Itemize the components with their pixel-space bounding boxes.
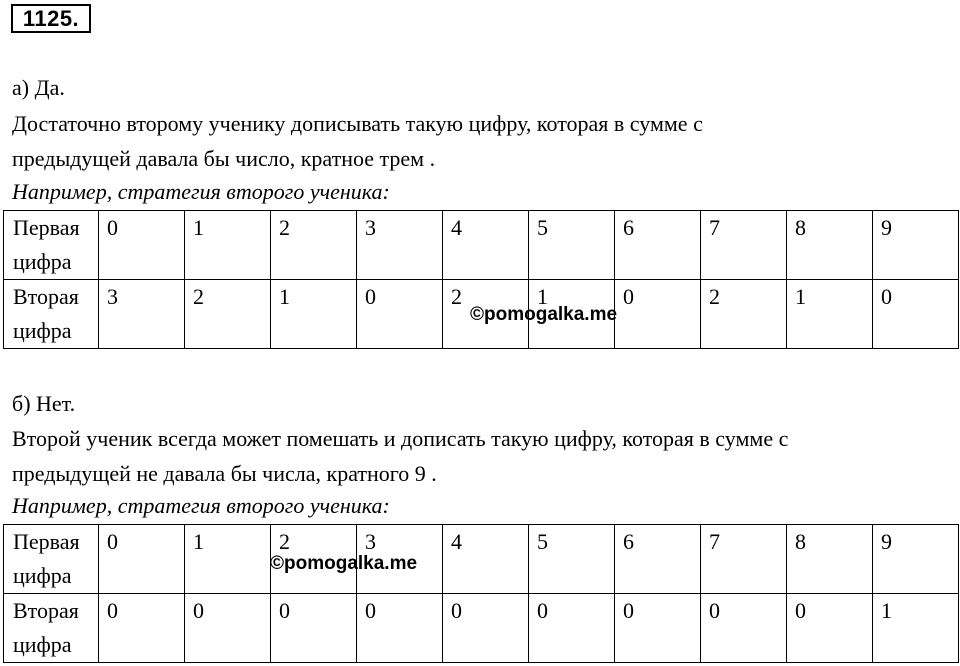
table-cell: 2 xyxy=(271,211,357,280)
table-cell: 2 xyxy=(185,280,271,349)
watermark: ©pomogalka.me xyxy=(470,304,618,325)
part-b-text-line-1: Второй ученик всегда может помешать и дописать такую цифру, которая в сумме с xyxy=(12,426,789,451)
table-cell: 2 xyxy=(271,525,357,594)
table-cell: 1 xyxy=(185,525,271,594)
table-cell: 9 xyxy=(873,525,959,594)
table-cell: 3 xyxy=(357,211,443,280)
table-cell: 0 xyxy=(271,594,357,663)
table-cell: 0 xyxy=(701,594,787,663)
table-cell: 0 xyxy=(787,594,873,663)
table-cell: 1 xyxy=(185,211,271,280)
table-cell: 0 xyxy=(357,280,443,349)
table-cell: 2 xyxy=(443,280,529,349)
table-cell: 0 xyxy=(185,594,271,663)
table-row-second-digit xyxy=(4,594,959,663)
row-label-second-digit: Вторая цифра xyxy=(4,280,99,349)
table-cell: 4 xyxy=(443,211,529,280)
part-a-text-line-2: предыдущей давала бы число, кратное трем . xyxy=(12,146,436,171)
part-a-heading: а) Да. xyxy=(12,75,65,100)
table-cell: 1 xyxy=(271,280,357,349)
part-b-example-label: Например, стратегия второго ученика: xyxy=(12,493,390,518)
table-cell: 0 xyxy=(615,280,701,349)
problem-number: 1125. xyxy=(11,4,91,33)
table-cell: 2 xyxy=(701,280,787,349)
watermark: ©pomogalka.me xyxy=(270,553,418,574)
table-cell: 0 xyxy=(357,594,443,663)
table-cell: 8 xyxy=(787,211,873,280)
table-cell: 1 xyxy=(873,594,959,663)
table-cell: 0 xyxy=(99,525,185,594)
table-cell: 0 xyxy=(873,280,959,349)
table-cell: 7 xyxy=(701,211,787,280)
row-label-first-digit: Первая цифра xyxy=(4,211,99,280)
row-label-first-digit: Первая цифра xyxy=(4,525,99,594)
part-b-heading: б) Нет. xyxy=(12,391,76,416)
part-a-strategy-table xyxy=(3,210,959,349)
table-cell: 5 xyxy=(529,211,615,280)
table-row-first-digit xyxy=(4,525,959,594)
table-cell: 1 xyxy=(529,280,615,349)
row-label-second-digit: Вторая цифра xyxy=(4,594,99,663)
table-cell: 0 xyxy=(529,594,615,663)
table-cell: 7 xyxy=(701,525,787,594)
table-cell: 0 xyxy=(443,594,529,663)
part-b-strategy-table xyxy=(3,524,959,663)
table-cell: 8 xyxy=(787,525,873,594)
table-cell: 0 xyxy=(99,594,185,663)
table-cell: 9 xyxy=(873,211,959,280)
part-a-text-line-1: Достаточно второму ученику дописывать такую цифру, которая в сумме с xyxy=(12,111,703,136)
table-cell: 5 xyxy=(529,525,615,594)
part-b-text-line-2: предыдущей не давала бы числа, кратного 9 . xyxy=(12,461,437,486)
table-cell: 4 xyxy=(443,525,529,594)
table-cell: 6 xyxy=(615,525,701,594)
part-a-example-label: Например, стратегия второго ученика: xyxy=(12,179,390,204)
table-cell: 3 xyxy=(357,525,443,594)
table-row-first-digit xyxy=(4,211,959,280)
table-cell: 0 xyxy=(615,594,701,663)
table-cell: 6 xyxy=(615,211,701,280)
table-cell: 3 xyxy=(99,280,185,349)
table-cell: 1 xyxy=(787,280,873,349)
table-cell: 0 xyxy=(99,211,185,280)
